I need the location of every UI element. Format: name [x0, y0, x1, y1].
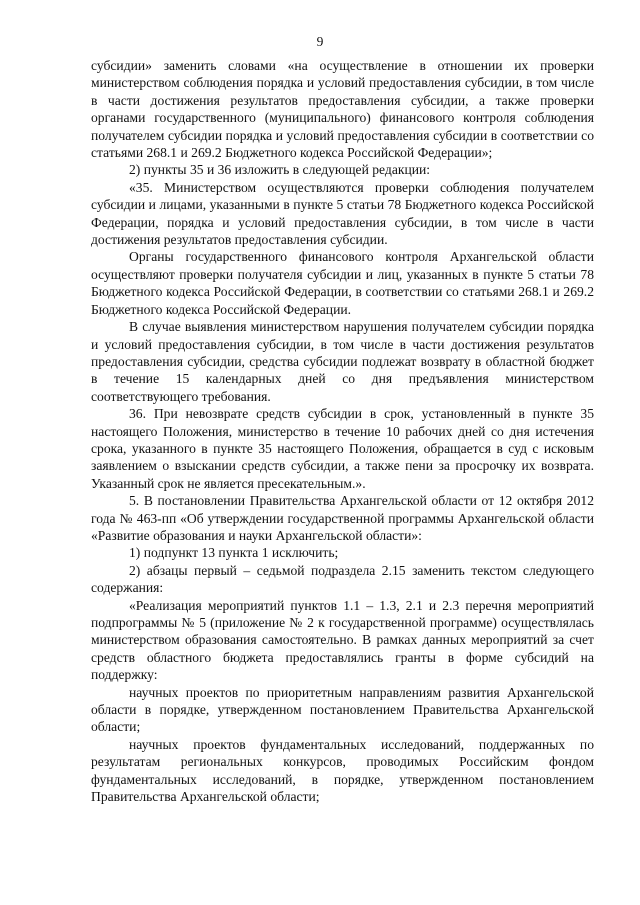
paragraph-subitem-1: 1) подпункт 13 пункта 1 исключить;	[129, 545, 339, 561]
paragraph-point-36: 36. При невозврате средств субсидии в срок, установленный в пункте 35 настоящего Положения, министерство в течение 10 рабочих дней со дня истечения срока, указанного в пункте 35 настоящего Положения, обращается в суд с исковым заявлением о взыскании средств субсидии, а также пени за просрочку их возврата. Указанный срок не является пресекательным.».	[91, 406, 594, 491]
paragraph-point-35: «35. Министерством осуществляются проверки соблюдения получателем субсидии и лицами, указанными в пункте 5 статьи 78 Бюджетного кодекса Российской Федерации, порядка и условий предоставления субсидии, в том числе в части достижения результатов предоставления субсидии.	[91, 179, 594, 248]
paragraph-grants-priority: научных проектов по приоритетным направлениям развития Архангельской области в порядке, утвержденном постановлением Правительства Архангельской области;	[91, 684, 594, 735]
paragraph-violation-return: В случае выявления министерством нарушения получателем субсидии порядка и условий предоставления субсидии, в том числе в части достижения результатов предоставления субсидии, средства субсидии подлежат возврату в областной бюджет в течение 15 календарных дней со дня предъявления министерством соответствующего требования.	[91, 319, 594, 404]
paragraph-grants-fundamental: научных проектов фундаментальных исследований, поддержанных по результатам региональных конкурсов, проводимых Российским фондом фундаментальных исследований, в порядке, утвержденном постановлением Правительства Архангельской области;	[91, 736, 594, 805]
page-number: 9	[316, 34, 324, 49]
paragraph-continuation: субсидии» заменить словами «на осуществление в отношении их проверки министерством соблюдения порядка и условий предоставления субсидии, в том числе в части достижения результатов предоставления субсидии, а также проверки органами государственного (муниципального) финансового контроля соблюдения получателем субсидии порядка и условий предоставления субсидии в соответствии со статьями 268.1 и 269.2 Бюджетного кодекса Российской Федерации»;	[91, 58, 594, 161]
document-body	[91, 57, 594, 805]
paragraph-subitem-2: 2) абзацы первый – седьмой подраздела 2.15 заменить текстом следующего содержания:	[91, 562, 594, 596]
paragraph-financial-control: Органы государственного финансового контроля Архангельской области осуществляют проверки получателя субсидии и лиц, указанных в пункте 5 статьи 78 Бюджетного кодекса Российской Федерации, в соответствии со статьями 268.1 и 269.2 Бюджетного кодекса Российской Федерации.	[91, 249, 594, 317]
paragraph-item-2: 2) пункты 35 и 36 изложить в следующей редакции:	[129, 162, 431, 178]
paragraph-section-5: 5. В постановлении Правительства Архангельской области от 12 октября 2012 года № 463-пп «Об утверждении государственной программы Архангельской области «Развитие образования и науки Архангельской области»:	[91, 493, 594, 543]
paragraph-implementation: «Реализация мероприятий пунктов 1.1 – 1.3, 2.1 и 2.3 перечня мероприятий подпрограммы № 5 (приложение № 2 к государственной программе) осуществлялась министерством образования самостоятельно. В рамках данных мероприятий за счет средств областного бюджета предоставлялись гранты в форме субсидий на поддержку:	[91, 597, 594, 683]
